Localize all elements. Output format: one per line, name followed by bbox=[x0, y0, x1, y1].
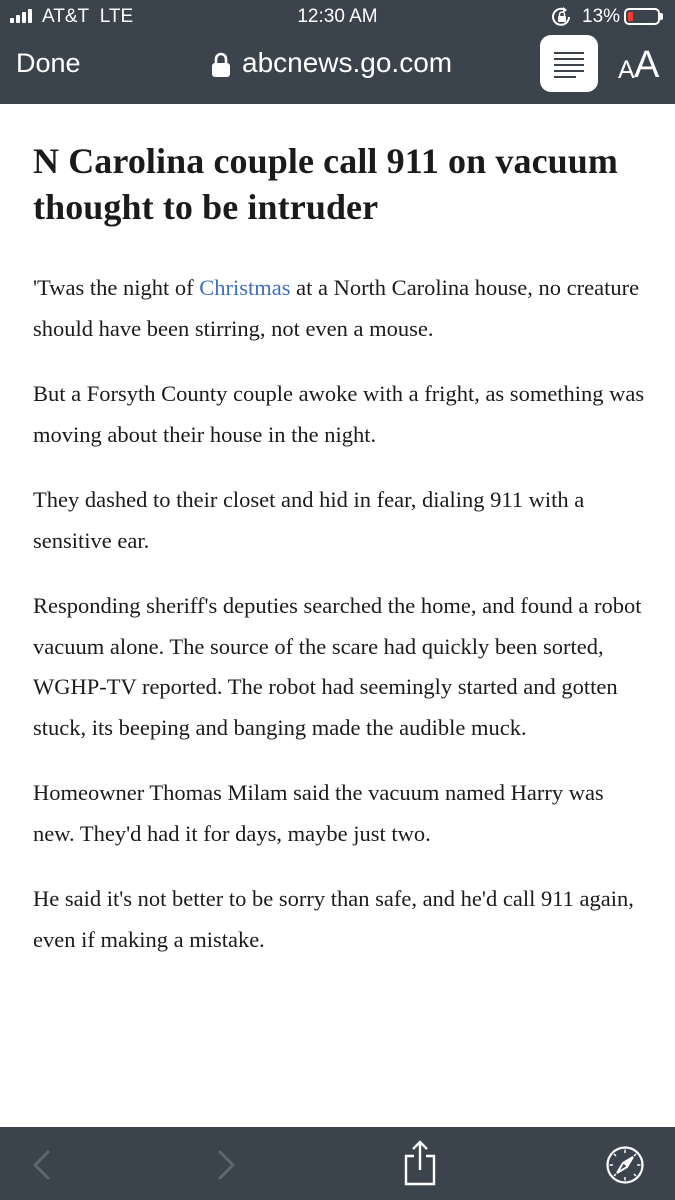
battery-level bbox=[628, 12, 633, 21]
battery-icon bbox=[624, 8, 660, 25]
text-size-small-a: A bbox=[618, 56, 635, 84]
status-bar bbox=[0, 0, 675, 34]
paragraph-text: 'Twas the night of bbox=[33, 275, 200, 300]
network-label: LTE bbox=[99, 6, 134, 27]
status-time: 12:30 AM bbox=[297, 6, 378, 27]
paragraph-text: at a North Carolina house, no creature should have been stirring, not even a mouse. bbox=[33, 275, 640, 341]
article-paragraph-5: Homeowner Thomas Milam said the vacuum named Harry was new. They'd had it for days, maybe just two. bbox=[33, 780, 604, 846]
article-paragraph-3: They dashed to their closet and hid in fear, dialing 911 with a sensitive ear. bbox=[33, 487, 585, 553]
battery-percent: 13% bbox=[582, 6, 621, 27]
forward-icon[interactable] bbox=[214, 1149, 238, 1181]
carrier-label: AT&T bbox=[42, 6, 90, 27]
article-content bbox=[33, 138, 648, 985]
article-paragraph-2: But a Forsyth County couple awoke with a fright, as something was moving about their house in the night. bbox=[33, 381, 645, 447]
rotation-lock-icon bbox=[551, 7, 573, 27]
article-paragraph-4: Responding sheriff's deputies searched the home, and found a robot vacuum alone. The source of the scare had quickly been sorted, WGHP-TV reported. The robot had seemingly started and gotten stuck, its beeping and banging made the audible muck. bbox=[33, 593, 642, 740]
bottom-toolbar bbox=[0, 1127, 675, 1200]
top-bar bbox=[0, 0, 675, 104]
article-paragraph-6: He said it's not better to be sorry than safe, and he'd call 911 again, even if making a mistake. bbox=[33, 886, 634, 952]
article-paragraph-1 bbox=[33, 268, 648, 349]
share-icon[interactable] bbox=[403, 1139, 437, 1187]
address-url[interactable]: abcnews.go.com bbox=[242, 47, 453, 78]
christmas-link[interactable]: Christmas bbox=[199, 275, 291, 300]
reader-view-button[interactable] bbox=[540, 35, 598, 92]
article-headline: N Carolina couple call 911 on vacuum thought to be intruder bbox=[33, 141, 618, 227]
safari-compass-icon[interactable] bbox=[605, 1145, 645, 1185]
text-size-large-a: A bbox=[634, 44, 660, 86]
done-button[interactable]: Done bbox=[16, 48, 81, 78]
lock-icon bbox=[211, 52, 231, 78]
back-icon[interactable] bbox=[30, 1149, 54, 1181]
